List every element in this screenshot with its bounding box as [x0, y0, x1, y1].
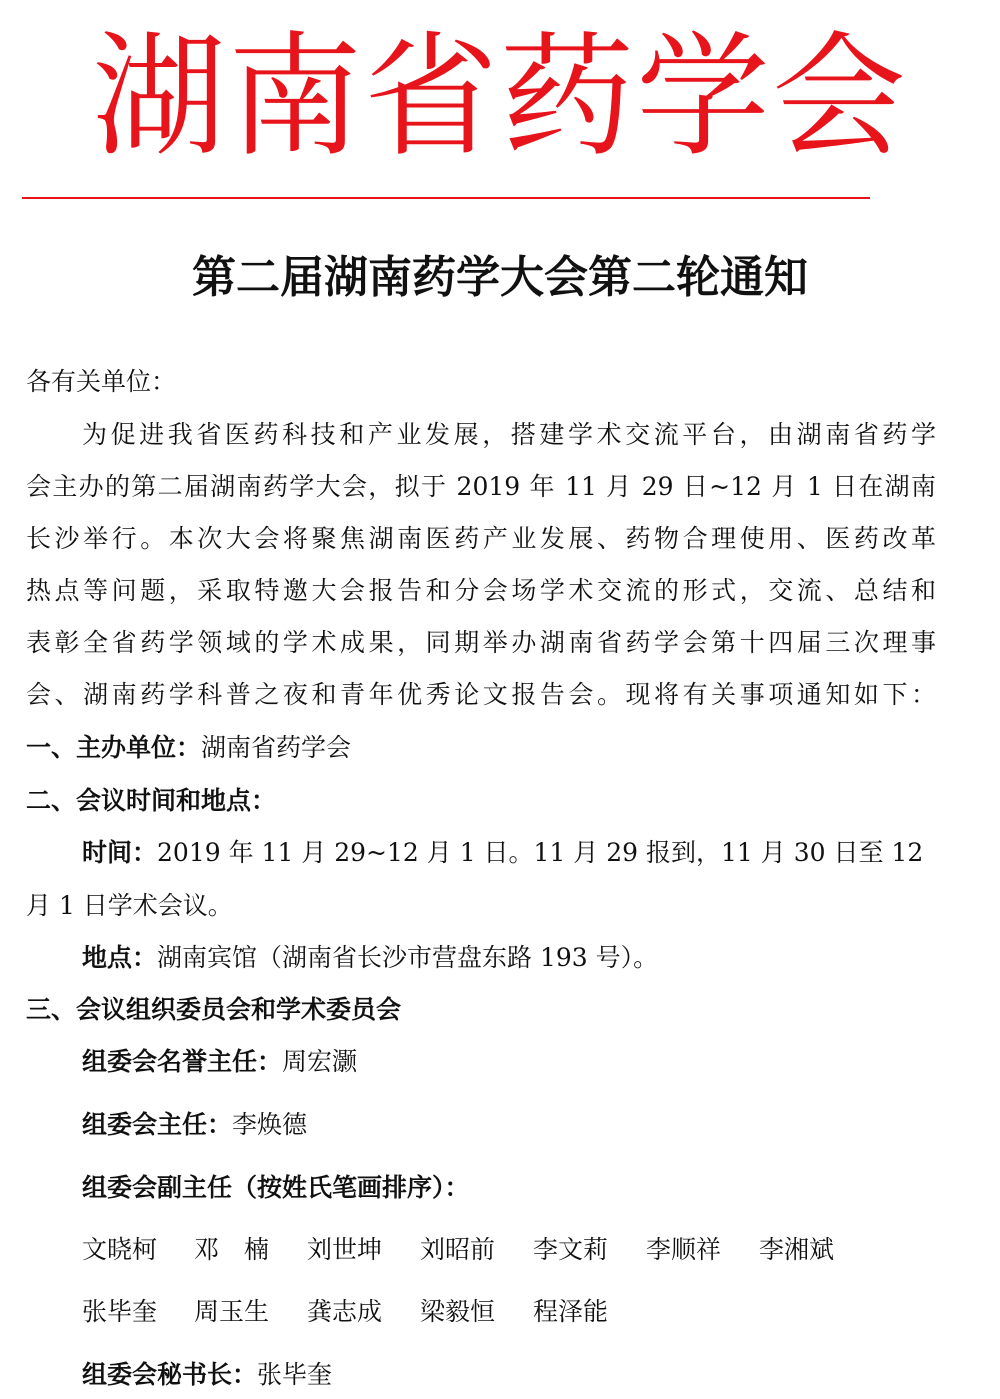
deputy-name: 龚志成 — [307, 1297, 383, 1326]
director-value: 李焕德 — [232, 1110, 308, 1139]
place-line — [82, 938, 936, 978]
intro-line-6: 会、湖南药学科普之夜和青年优秀论文报告会。现将有关事项通知如下： — [26, 680, 936, 709]
director-line — [82, 1105, 936, 1145]
section3-heading: 三、会议组织委员会和学术委员会 — [26, 995, 402, 1024]
section1-line — [26, 728, 936, 768]
deputy-name: 文晓柯 — [82, 1235, 158, 1264]
masthead-divider — [22, 197, 870, 199]
intro-line-4: 热点等问题，采取特邀大会报告和分会场学术交流的形式，交流、总结和 — [26, 576, 936, 605]
time-line-2: 月 1 日学术会议。 — [26, 891, 233, 920]
document-title: 第二届湖南药学大会第二轮通知 — [192, 252, 808, 303]
deputy-name: 李湘斌 — [759, 1235, 835, 1264]
place-value: 湖南宾馆（湖南省长沙市营盘东路 193 号）。 — [157, 943, 659, 972]
place-label: 地点： — [82, 943, 158, 972]
deputy-name: 刘昭前 — [420, 1235, 496, 1264]
deputy-name: 张毕奎 — [82, 1297, 158, 1326]
intro-line-1: 为促进我省医药科技和产业发展，搭建学术交流平台，由湖南省药学 — [82, 420, 936, 449]
deputy-name: 梁毅恒 — [420, 1297, 496, 1326]
intro-line-2: 会主办的第二届湖南药学大会，拟于 2019 年 11 月 29 日~12 月 1 日在湖南 — [26, 472, 936, 501]
section2-heading: 二、会议时间和地点： — [26, 786, 277, 815]
deputy-name: 周玉生 — [194, 1297, 270, 1326]
deputy-name: 邓 楠 — [194, 1235, 270, 1264]
time-value: 2019 年 11 月 29~12 月 1 日。11 月 29 报到，11 月 30 日至 12 — [157, 838, 924, 867]
intro-line-3: 长沙举行。本次大会将聚焦湖南医药产业发展、药物合理使用、医药改革 — [26, 524, 936, 553]
honorary-director-line — [82, 1042, 936, 1082]
director-label: 组委会主任： — [82, 1110, 233, 1139]
time-label: 时间： — [82, 838, 158, 867]
deputy-name: 李文莉 — [533, 1235, 609, 1264]
honorary-label: 组委会名誉主任： — [82, 1047, 283, 1076]
deputy-names-row-2 — [82, 1292, 882, 1332]
secretary-line — [82, 1355, 936, 1395]
deputy-names-row-1 — [82, 1230, 882, 1270]
intro-line-5: 表彰全省药学领域的学术成果，同期举办湖南省药学会第十四届三次理事 — [26, 628, 936, 657]
deputy-name: 李顺祥 — [646, 1235, 722, 1264]
honorary-value: 周宏灏 — [282, 1047, 358, 1076]
masthead-org-name: 湖南省药学会 — [91, 19, 908, 175]
salutation: 各有关单位： — [26, 367, 177, 396]
section1-heading: 一、主办单位： — [26, 733, 202, 762]
deputy-name: 程泽能 — [533, 1297, 609, 1326]
secretary-value: 张毕奎 — [257, 1360, 333, 1389]
section1-value: 湖南省药学会 — [201, 733, 352, 762]
deputy-heading: 组委会副主任（按姓氏笔画排序）： — [82, 1173, 470, 1202]
secretary-label: 组委会秘书长： — [82, 1360, 258, 1389]
deputy-name: 刘世坤 — [307, 1235, 383, 1264]
time-line-1 — [82, 833, 936, 873]
